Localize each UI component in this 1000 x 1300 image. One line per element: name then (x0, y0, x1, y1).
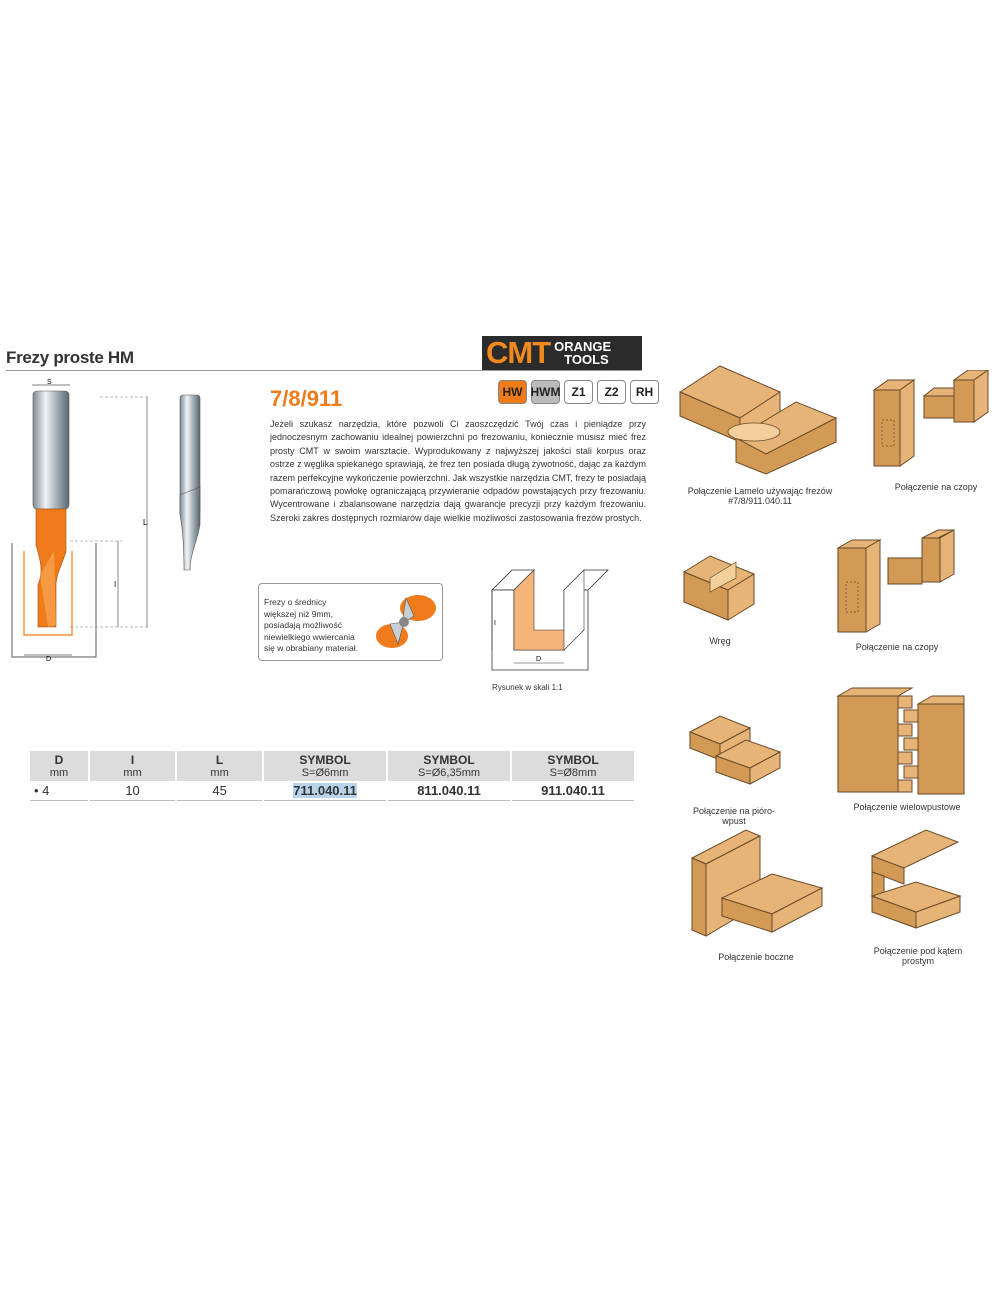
dim-d-label: D (46, 656, 52, 663)
mortise-tenon-illustration-1 (870, 370, 990, 470)
profile-dim-d: D (536, 656, 542, 663)
cell-i: 10 (89, 781, 176, 801)
spec-table (30, 751, 636, 801)
cell-l: 45 (176, 781, 263, 801)
caption-czopy-2: Połączenie na czopy (855, 642, 939, 652)
lamelo-joint-illustration (676, 362, 844, 480)
caption-wreg: Wręg (709, 636, 731, 646)
caption-pioro-wpust: Połączenie na pióro-wpust (692, 806, 776, 826)
scale-note: Rysunek w skali 1:1 (492, 683, 563, 692)
shank (33, 391, 69, 509)
finger-joint-illustration (834, 686, 968, 796)
col-header-l: L mm (176, 751, 263, 781)
title-divider (6, 370, 642, 371)
col-header-d: D mm (30, 751, 89, 781)
cell-symbol-6[interactable]: 711.040.11 (263, 781, 387, 801)
cell-d: • 4 (30, 781, 89, 801)
tongue-groove-illustration (686, 712, 786, 786)
product-description: Jeżeli szukasz narzędzia, które pozwoli Ci zaoszczędzić Twój czas i pieniądze przy jednoczesnym zachowaniu idealnej powierzchni po frezowaniu, koniecznie musisz mieć frez prosty CMT w swoim warsztacie. Wyprodukowany z najwyższej jakości stali korpus oraz ostrze z węglika spiekanego sprawiają, że frez ten posiada długą żywotność, dając za każdym razem perfekcyjne wykończenie powierzchni. Jak wszystkie narzędzia CMT, frezy te posiadają pomarańczową powłokę ograniczającą przywieranie odpadów powstających przy frezowaniu. Wycentrowane i zbalansowane narzędzia dają gwarancje precyzji przy każdym frezowaniu. Szeroki zakres dostępnych rozmiarów daje wielkie możliwości zastosowania frezów prostych. (270, 419, 646, 523)
side-joint-illustration (686, 828, 826, 940)
feature-badges (498, 380, 659, 404)
logo-line1: ORANGE (554, 339, 612, 354)
badge-z1: Z1 (564, 380, 593, 404)
table-row (30, 781, 635, 801)
logo-main: CMT (486, 335, 551, 370)
dim-l-label: L (143, 518, 148, 527)
rebate-illustration (680, 548, 760, 628)
col-header-symbol-6: SYMBOL S=Ø6mm (263, 751, 387, 781)
caption-pod-katem: Połączenie pod kątem prostym (873, 946, 963, 966)
caption-czopy-1: Połączenie na czopy (894, 482, 978, 492)
right-angle-joint-illustration (866, 826, 966, 938)
badge-hwm: HWM (531, 380, 560, 404)
profile-dim-i: I (494, 620, 496, 627)
badge-hw: HW (498, 380, 527, 404)
badge-z2: Z2 (597, 380, 626, 404)
cell-symbol-635[interactable]: 811.040.11 (387, 781, 511, 801)
caption-wielowpustowe: Połączenie wielowpustowe (853, 802, 961, 812)
caption-lamelo: Połączenie Lamelo używając frezów #7/8/911.040.11 (687, 486, 833, 506)
col-header-symbol-8: SYMBOL S=Ø8mm (511, 751, 635, 781)
profile-drawing (482, 565, 612, 681)
note-text: Frezy o średnicy większej niż 9mm, posiadają możliwość niewielkiego wwiercania się w obrabiany materiał. (264, 597, 359, 653)
mortise-tenon-illustration-2 (834, 528, 958, 636)
caption-boczne: Połączenie boczne (718, 952, 794, 962)
col-header-symbol-635: SYMBOL S=Ø6,35mm (387, 751, 511, 781)
badge-rh: RH (630, 380, 659, 404)
router-bit-drawing (0, 375, 260, 665)
plunge-cutter-icon (370, 588, 440, 656)
dim-s-label: S (47, 379, 52, 386)
product-code: 7/8/911 (270, 386, 343, 411)
dim-i-label: I (114, 580, 117, 589)
cell-symbol-8[interactable]: 911.040.11 (511, 781, 635, 801)
logo-line2: TOOLS (564, 352, 609, 367)
col-header-i: I mm (89, 751, 176, 781)
page-title: Frezy proste HM (6, 348, 134, 367)
cmt-logo (482, 336, 642, 370)
